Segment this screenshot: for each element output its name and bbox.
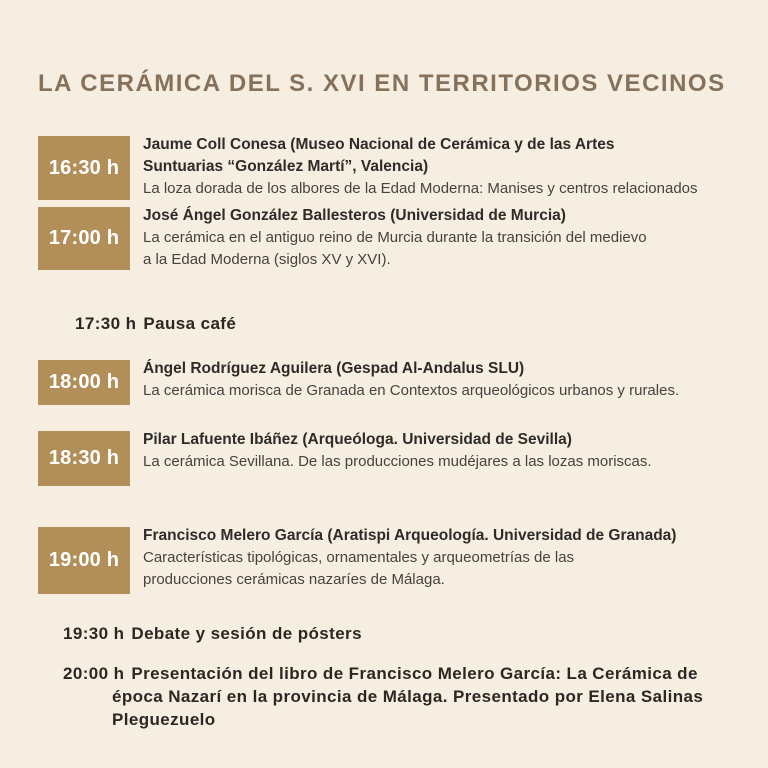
talk-line: producciones cerámicas nazaríes de Málaga. [143, 571, 445, 588]
session-row [38, 205, 748, 271]
session-row [38, 134, 748, 200]
time-label: 19:00 h [48, 549, 120, 571]
session-text [143, 429, 748, 473]
break-label: Debate y sesión de pósters [131, 624, 362, 643]
presentation-row [63, 662, 703, 731]
talk-line: La cerámica en el antiguo reino de Murcia durante la transición del medievo [143, 229, 647, 246]
time-badge [38, 360, 130, 405]
session-text [143, 358, 748, 402]
time-label: 17:00 h [48, 227, 120, 249]
presentation-text: Presentación del libro de Francisco Melero García: La Cerámica de [131, 664, 698, 683]
speaker-line: Suntuarias “González Martí”, Valencia) [143, 158, 429, 175]
presentation-line: época Nazarí en la provincia de Málaga. Presentado por Elena Salinas [112, 687, 704, 706]
session-row [38, 429, 748, 486]
time-badge [38, 431, 130, 486]
break-time: 17:30 h [75, 314, 137, 333]
poster-title: LA CERÁMICA DEL S. XVI EN TERRITORIOS VECINOS [38, 70, 726, 97]
talk-line: a la Edad Moderna (siglos XV y XVI). [143, 251, 391, 268]
break-label: Pausa café [143, 314, 237, 333]
break-time: 19:30 h [63, 624, 125, 643]
time-label: 16:30 h [48, 156, 120, 179]
presentation-line [63, 662, 703, 685]
time-label: 18:00 h [48, 371, 120, 393]
session-row [38, 525, 748, 594]
talk-line: La loza dorada de los albores de la Edad Moderna: Manises y centros relacionados [143, 180, 698, 197]
session-text [143, 134, 748, 200]
break-row [75, 312, 236, 335]
talk-line: Características tipológicas, ornamentales y arqueometrías de las [143, 549, 575, 566]
speaker-line: Francisco Melero García (Aratispi Arqueología. Universidad de Granada) [143, 527, 677, 544]
talk-line: La cerámica Sevillana. De las producciones mudéjares a las lozas moriscas. [143, 453, 652, 470]
time-label: 18:30 h [48, 447, 120, 469]
speaker-line: Pilar Lafuente Ibáñez (Arqueóloga. Universidad de Sevilla) [143, 431, 572, 448]
time-badge [38, 207, 130, 270]
talk-line: La cerámica morisca de Granada en Contextos arqueológicos urbanos y rurales. [143, 382, 680, 399]
presentation-line: Pleguezuelo [112, 710, 216, 729]
session-row [38, 358, 748, 405]
speaker-line: José Ángel González Ballesteros (Universidad de Murcia) [143, 207, 566, 224]
break-row [63, 622, 362, 645]
time-badge [38, 527, 130, 594]
speaker-line: Ángel Rodríguez Aguilera (Gespad Al-Andalus SLU) [143, 360, 525, 377]
time-badge [38, 136, 130, 200]
speaker-line: Jaume Coll Conesa (Museo Nacional de Cerámica y de las Artes [143, 136, 615, 153]
session-text [143, 205, 748, 271]
session-text [143, 525, 748, 591]
presentation-time: 20:00 h [63, 664, 125, 683]
